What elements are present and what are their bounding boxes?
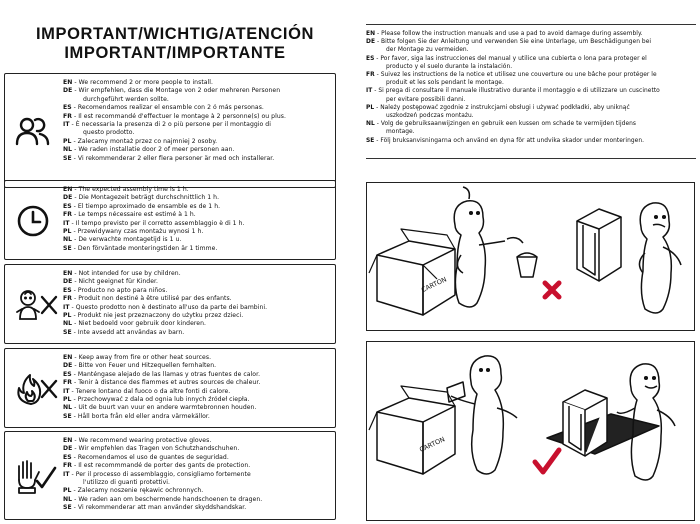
language-code: NL bbox=[63, 495, 73, 503]
line-text: - Vi rekommenderar 2 eller flera personer är med och installerar. bbox=[71, 154, 275, 162]
text-line bbox=[63, 304, 331, 312]
no-children-icon bbox=[13, 285, 59, 325]
language-code: PL bbox=[63, 228, 72, 236]
line-text: produit et les sols pendant le montage. bbox=[386, 80, 504, 87]
text-line bbox=[366, 63, 698, 71]
language-code: PL bbox=[63, 312, 72, 320]
line-text: - Niet bedoeld voor gebruik door kinderen. bbox=[72, 320, 207, 328]
language-code: IT bbox=[63, 121, 70, 129]
text-line bbox=[366, 96, 698, 104]
line-text: - Die Montagezeit beträgt durchschnittlich 1 h. bbox=[72, 194, 220, 202]
cabinet-frame bbox=[577, 209, 621, 281]
warning-text-children bbox=[63, 270, 331, 337]
line-text: - Le temps nécessaire est estimé à 1 h. bbox=[71, 211, 196, 219]
line-text: per evitare possibili danni. bbox=[386, 96, 466, 103]
text-line bbox=[63, 87, 331, 95]
text-line bbox=[63, 194, 331, 202]
line-text: - Il est recommandé d'effectuer le montage à 2 personne(s) ou plus. bbox=[71, 112, 286, 120]
text-line bbox=[63, 295, 331, 303]
line-text: - Suivez les instructions de la notice et utilisez une couverture ou une bâche pour protéger le bbox=[374, 72, 657, 79]
warning-text-people bbox=[63, 79, 331, 163]
line-text: - Por favor, siga las instrucciones del manual y utilice una cubierta o lona para proteger el bbox=[374, 55, 647, 62]
language-code: DE bbox=[63, 445, 73, 453]
text-line bbox=[63, 186, 331, 194]
text-line bbox=[63, 121, 331, 129]
line-text: - Manténgase alejado de las llamas y otras fuentes de calor. bbox=[71, 370, 261, 378]
warning-fire bbox=[4, 348, 336, 428]
text-line bbox=[63, 236, 331, 244]
line-text: producto y el suelo durante la instalación. bbox=[386, 63, 513, 70]
line-text: uszkodzeń podczas montażu. bbox=[386, 113, 474, 120]
language-code: EN bbox=[63, 186, 73, 193]
text-line bbox=[63, 320, 331, 328]
text-line bbox=[63, 471, 331, 479]
text-line bbox=[63, 462, 331, 470]
line-text: - We raden installatie door 2 of meer personen aan. bbox=[72, 146, 235, 154]
mascot-reading bbox=[447, 356, 517, 474]
text-line bbox=[63, 245, 331, 253]
line-text: - Recomendamos el uso de guantes de seguridad. bbox=[71, 453, 229, 461]
line-text: - Nicht geeignet für Kinder. bbox=[72, 278, 159, 286]
line-text: questo prodotto. bbox=[83, 129, 135, 137]
text-line bbox=[63, 220, 331, 228]
text-line bbox=[366, 112, 698, 120]
text-line bbox=[366, 55, 698, 63]
line-text: - Följ bruksanvisningarna och använd en dyna för att undvika skador under monteringen. bbox=[374, 137, 645, 144]
right-mark bbox=[535, 450, 559, 472]
line-text: - Produit non destiné à être utilisé par des enfants. bbox=[71, 295, 232, 303]
language-code: EN bbox=[63, 79, 73, 86]
line-text: - Den förväntade monteringstiden är 1 timme. bbox=[71, 244, 218, 252]
line-text: - Wir empfehlen das Tragen von Schutzhandschuhen. bbox=[72, 445, 240, 453]
page-title: IMPORTANT/WICHTIG/ATENCIÓN bbox=[35, 25, 315, 43]
line-text: - Si prega di consultare il manuale illustrativo durante il montaggio e di utilizzare un cuscinetto bbox=[372, 88, 660, 95]
line-text: - Il tempo previsto per il corretto assemblaggio è di 1 h. bbox=[69, 219, 245, 227]
assembly-notice bbox=[366, 30, 698, 145]
text-line bbox=[63, 445, 331, 453]
line-text: - Keep away from fire or other heat sources. bbox=[72, 354, 212, 361]
text-line bbox=[63, 413, 331, 421]
illustration-right bbox=[366, 341, 695, 521]
text-line bbox=[63, 228, 331, 236]
line-text: - Il est recommmandé de porter des gants de protection. bbox=[71, 462, 251, 470]
line-text: - Not intended for use by children. bbox=[72, 270, 181, 277]
language-code: ES bbox=[366, 55, 375, 62]
language-code: ES bbox=[63, 453, 72, 461]
line-text: - Należy postępować zgodnie z instrukcjami obsługi i używać podkładki, aby uniknąć bbox=[374, 104, 630, 111]
notice-bottom-divider bbox=[366, 158, 696, 159]
language-code: EN bbox=[366, 31, 376, 37]
text-line bbox=[366, 38, 698, 46]
no-fire-icon bbox=[13, 369, 59, 409]
text-line bbox=[366, 71, 698, 79]
language-code: PL bbox=[366, 104, 375, 111]
language-code: FR bbox=[63, 112, 72, 120]
warning-children bbox=[4, 264, 336, 344]
line-text: - Tenir à distance des flammes et autres sources de chaleur. bbox=[71, 379, 261, 387]
line-text: durchgeführt werden sollte. bbox=[83, 95, 169, 103]
language-code: EN bbox=[63, 354, 73, 361]
language-code: PL bbox=[63, 487, 72, 495]
language-code: ES bbox=[63, 286, 72, 294]
line-text: - The expected assembly time is 1 h. bbox=[72, 186, 189, 193]
language-code: ES bbox=[63, 370, 72, 378]
line-text: - El tiempo aproximado de ensamble es de 1 h. bbox=[71, 202, 221, 210]
text-line bbox=[366, 104, 698, 112]
language-code: FR bbox=[63, 462, 72, 470]
text-line bbox=[63, 278, 331, 286]
language-code: DE bbox=[63, 278, 73, 286]
carton-box bbox=[369, 229, 455, 315]
warning-time bbox=[4, 180, 336, 260]
text-line bbox=[63, 203, 331, 211]
warning-text-time bbox=[63, 186, 331, 253]
text-line bbox=[63, 354, 331, 362]
text-line bbox=[63, 504, 331, 512]
gloves-icon bbox=[13, 456, 59, 496]
text-line bbox=[63, 496, 331, 504]
line-text: - Tenere lontano dal fuoco o da altre fonti di calore. bbox=[69, 387, 231, 395]
line-text: - Bitte folgen Sie der Anleitung und verwenden Sie eine Unterlage, um Beschädigungen bei bbox=[375, 39, 652, 46]
line-text: - Inte avsedd att användas av barn. bbox=[71, 328, 185, 336]
line-text: - Please follow the instruction manuals and use a pad to avoid damage during assembly. bbox=[375, 31, 643, 37]
text-line bbox=[63, 113, 331, 121]
language-code: EN bbox=[63, 437, 73, 444]
text-line bbox=[63, 388, 331, 396]
line-text: - Przewidywany czas montażu wynosi 1 h. bbox=[71, 228, 204, 236]
text-line bbox=[366, 30, 698, 38]
text-line bbox=[366, 128, 698, 136]
text-line bbox=[63, 138, 331, 146]
text-line bbox=[63, 96, 331, 104]
text-line bbox=[63, 454, 331, 462]
language-code: DE bbox=[63, 362, 73, 370]
wrong-mark bbox=[545, 283, 559, 297]
language-code: SE bbox=[366, 137, 375, 144]
line-text: der Montage zu vermeiden. bbox=[386, 47, 469, 54]
text-line bbox=[366, 87, 698, 95]
line-text: - Recomendamos realizar el ensamble con 2 ó más personas. bbox=[71, 104, 264, 112]
text-line bbox=[366, 79, 698, 87]
text-line bbox=[63, 437, 331, 445]
line-text: - Vi rekommenderar att man använder skyddshandskar. bbox=[71, 504, 247, 512]
text-line bbox=[63, 146, 331, 154]
line-text: - Per il processo di assemblaggio, consigliamo fortemente bbox=[69, 470, 251, 478]
text-line bbox=[366, 120, 698, 128]
language-code: SE bbox=[63, 328, 72, 336]
language-code: DE bbox=[366, 39, 376, 46]
line-text: - Volg de gebruiksaanwijzingen en gebruik een kussen om schade te vermijden tijdens bbox=[374, 121, 637, 128]
text-line bbox=[63, 270, 331, 278]
language-code: FR bbox=[63, 211, 72, 219]
line-text: - We raden aan om beschermende handschoenen te dragen. bbox=[72, 495, 263, 503]
language-code: EN bbox=[63, 270, 73, 277]
line-text: - Produkt nie jest przeznaczony do użytku przez dzieci. bbox=[71, 312, 244, 320]
text-line bbox=[366, 137, 698, 145]
language-code: PL bbox=[63, 396, 72, 404]
text-line bbox=[63, 79, 331, 87]
warning-gloves bbox=[4, 431, 336, 520]
language-code: FR bbox=[63, 379, 72, 387]
mascot-figure-right bbox=[639, 203, 681, 313]
text-line bbox=[63, 487, 331, 495]
carton-label-2: CARTON bbox=[418, 435, 447, 454]
language-code: FR bbox=[63, 295, 72, 303]
line-text: - De verwachte montagetijd is 1 u. bbox=[72, 236, 182, 244]
line-text: - Questo prodotto non è destinato all'uso da parte dei bambini. bbox=[69, 303, 268, 311]
line-text: montage. bbox=[386, 129, 415, 136]
line-text: - We recommend wearing protective gloves. bbox=[72, 437, 212, 444]
language-code: DE bbox=[63, 194, 73, 202]
language-code: DE bbox=[63, 87, 73, 95]
language-code: PL bbox=[63, 137, 72, 145]
warning-text-gloves bbox=[63, 437, 331, 513]
text-line bbox=[63, 396, 331, 404]
bucket bbox=[507, 238, 537, 277]
language-code: SE bbox=[63, 244, 72, 252]
language-code: IT bbox=[63, 303, 70, 311]
line-text: - Bitte von Feuer und Hitzequellen fernhalten. bbox=[72, 362, 217, 370]
line-text: - Wir empfehlen, dass die Montage von 2 oder mehreren Personen bbox=[72, 87, 281, 95]
carton-box-2 bbox=[369, 386, 455, 474]
language-code: ES bbox=[63, 104, 72, 112]
line-text: - Zalecamy montaż przez co najmniej 2 osoby. bbox=[71, 137, 218, 145]
language-code: IT bbox=[63, 219, 70, 227]
mascot-figure bbox=[454, 187, 505, 307]
language-code: NL bbox=[63, 320, 73, 328]
warning-text-fire bbox=[63, 354, 331, 421]
text-line bbox=[63, 211, 331, 219]
text-line bbox=[63, 287, 331, 295]
text-line bbox=[63, 479, 331, 487]
language-code: NL bbox=[63, 404, 73, 412]
language-code: IT bbox=[63, 470, 70, 478]
line-text: - Håll borta från eld eller andra värmekällor. bbox=[71, 412, 210, 420]
text-line bbox=[63, 379, 331, 387]
text-line bbox=[63, 329, 331, 337]
carton-label: CARTON bbox=[420, 275, 448, 295]
line-text: - Przechowywać z dala od ognia lub innych źródeł ciepła. bbox=[71, 396, 250, 404]
language-code: FR bbox=[366, 72, 375, 79]
text-line bbox=[63, 404, 331, 412]
line-text: - Zalecamy noszenie rękawic ochronnych. bbox=[71, 487, 204, 495]
text-line bbox=[63, 371, 331, 379]
text-line bbox=[63, 129, 331, 137]
line-text: - È necessaria la presenza di 2 o più persone per il montaggio di bbox=[69, 121, 271, 129]
language-code: SE bbox=[63, 504, 72, 512]
text-line bbox=[63, 104, 331, 112]
text-line bbox=[63, 155, 331, 163]
notice-top-divider bbox=[366, 24, 696, 25]
line-text: - Uit de buurt van vuur en andere warmtebronnen houden. bbox=[72, 404, 257, 412]
page-subtitle: IMPORTANT/IMPORTANTE bbox=[64, 44, 286, 62]
line-text: - We recommend 2 or more people to install. bbox=[72, 79, 214, 86]
language-code: SE bbox=[63, 412, 72, 420]
warning-people bbox=[4, 73, 336, 188]
line-text: l'utilizzo di guanti protettivi. bbox=[83, 479, 171, 487]
language-code: IT bbox=[366, 88, 373, 95]
language-code: ES bbox=[63, 202, 72, 210]
clock-icon bbox=[13, 201, 53, 241]
text-line bbox=[63, 312, 331, 320]
illustration-wrong bbox=[366, 182, 695, 331]
cabinet-on-mat bbox=[547, 390, 659, 456]
text-line bbox=[63, 362, 331, 370]
language-code: IT bbox=[63, 387, 70, 395]
text-line bbox=[366, 46, 698, 54]
language-code: NL bbox=[366, 121, 375, 128]
language-code: SE bbox=[63, 154, 72, 162]
language-code: NL bbox=[63, 236, 73, 244]
line-text: - Producto no apto para niños. bbox=[71, 286, 168, 294]
people-icon bbox=[13, 111, 53, 151]
language-code: NL bbox=[63, 146, 73, 154]
